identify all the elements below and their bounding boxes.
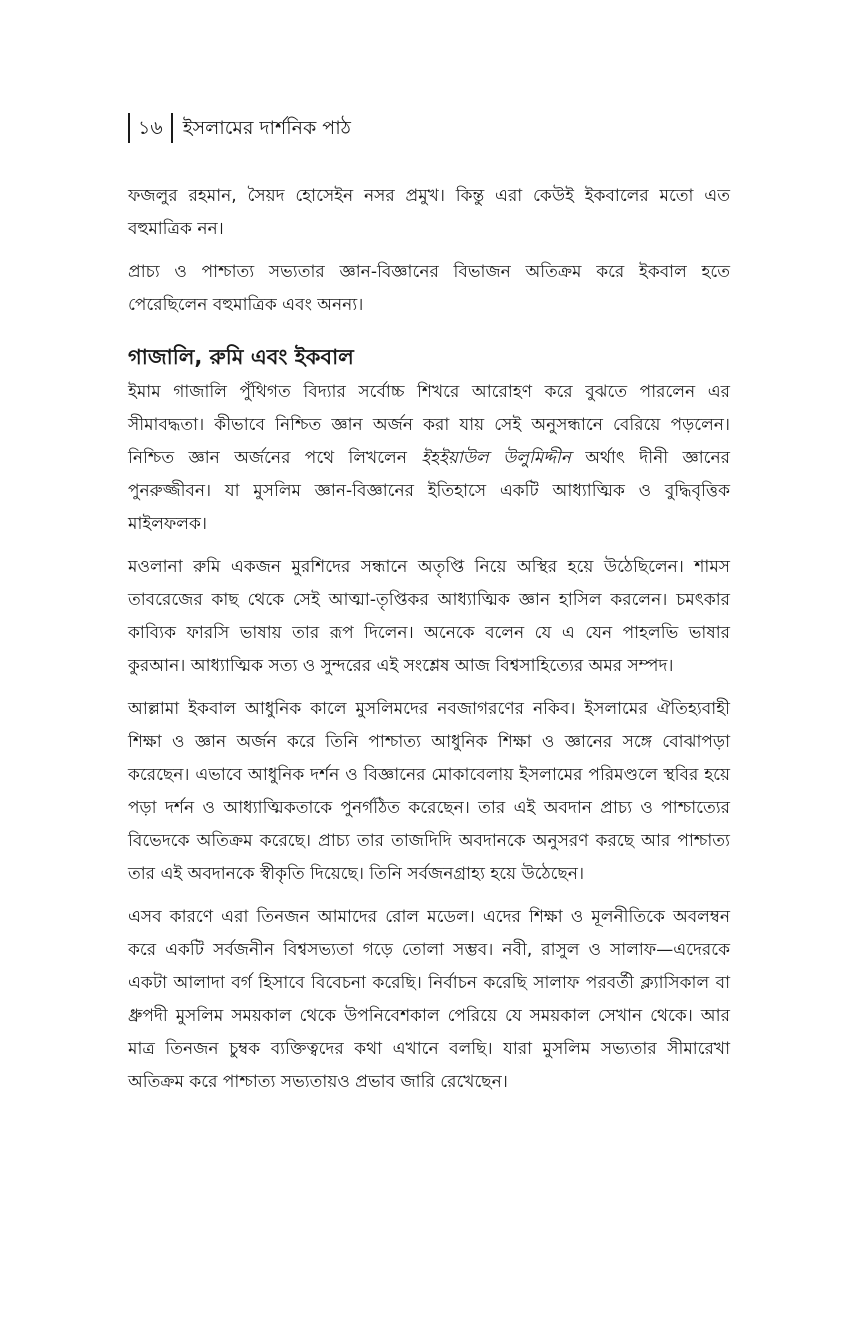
section-heading: গাজালি, রুমি এবং ইকবাল [128, 345, 354, 369]
book-page [128, 108, 730, 1109]
paragraph: এসব কারণে এরা তিনজন আমাদের রোল মডেল। এদের শিক্ষা ও মূলনীতিকে অবলম্বন করে একটি সর্বজনীন বিশ্বসভ্যতা গড়ে তোলা সম্ভব। নবী, রাসুল ও সালাফ—এদেরকে একটা আলাদা বর্গ হিসাবে বিবেচনা করেছি। নির্বাচন করেছি সালাফ পরবর্তী ক্ল্যাসিকাল বা ধ্রুপদী মুসলিম সময়কাল থেকে উপনিবেশকাল পেরিয়ে যে সময়কাল সেখান থেকে। আর মাত্র তিনজন চুম্বক ব্যক্তিত্বদের কথা এখানে বলছি। যারা মুসলিম সভ্যতার সীমারেখা অতিক্রম করে পাশ্চাত্য সভ্যতায়ও প্রভাব জারি রেখেছেন। [128, 907, 730, 1092]
page-number: ১৬ [138, 116, 163, 139]
paragraph: আল্লামা ইকবাল আধুনিক কালে মুসলিমদের নবজাগরণের নকিব। ইসলামের ঐতিহ্যবাহী শিক্ষা ও জ্ঞান অর্জন করে তিনি পাশ্চাত্য আধুনিক শিক্ষা ও জ্ঞানের সঙ্গে বোঝাপড়া করেছেন। এভাবে আধুনিক দর্শন ও বিজ্ঞানের মোকাবেলায় ইসলামের পরিমণ্ডলে স্থবির হয়ে পড়া দর্শন ও আধ্যাত্মিকতাকে পুনর্গঠিত করেছেন। তার এই অবদান প্রাচ্য ও পাশ্চাত্যের বিভেদকে অতিক্রম করেছে। প্রাচ্য তার তাজদিদি অবদানকে অনুসরণ করছে আর পাশ্চাত্য তার এই অবদানকে স্বীকৃতি দিয়েছে। তিনি সর্বজনগ্রাহ্য হয়ে উঠেছেন। [128, 699, 730, 884]
paragraph: প্রাচ্য ও পাশ্চাত্য সভ্যতার জ্ঞান-বিজ্ঞানের বিভাজন অতিক্রম করে ইকবাল হতে পেরেছিলেন বহুমাত্রিক এবং অনন্য। [128, 262, 730, 315]
running-header [128, 108, 730, 148]
paragraph [128, 376, 730, 541]
book-name: ইহইয়াউল উলুমিদ্দীন [421, 448, 571, 468]
body-text [128, 180, 730, 1099]
paragraph-text: ইমাম গাজালি পুঁথিগত বিদ্যার সর্বোচ্চ শিখরে আরোহণ করে বুঝতে পারলেন এর সীমাবদ্ধতা। কীভাবে নিশ্চিত জ্ঞান অর্জন করা যায় সেই অনুসন্ধানে বেরিয়ে পড়লেন। নিশ্চিত জ্ঞান অর্জনের পথে লিখলেন [128, 382, 730, 468]
paragraph: মওলানা রুমি একজন মুরশিদের সন্ধানে অতৃপ্তি নিয়ে অস্থির হয়ে উঠেছিলেন। শামস তাবরেজের কাছ থেকে সেই আত্মা-তৃপ্তিকর আধ্যাত্মিক জ্ঞান হাসিল করলেন। চমৎকার কাব্যিক ফারসি ভাষায় তার রূপ দিলেন। অনেকে বলেন যে এ যেন পাহলভি ভাষার কুরআন। আধ্যাত্মিক সত্য ও সুন্দরের এই সংশ্লেষ আজ বিশ্বসাহিত্যের অমর সম্পদ। [128, 557, 730, 676]
paragraph: ফজলুর রহমান, সৈয়দ হোসেইন নসর প্রমুখ। কিন্তু এরা কেউই ইকবালের মতো এত বহুমাত্রিক নন। [128, 186, 730, 239]
paragraph-text: অর্থাৎ দীনী জ্ঞানের পুনরুজ্জীবন। যা মুসলিম জ্ঞান-বিজ্ঞানের ইতিহাসে একটি আধ্যাত্মিক ও বুদ্ধিবৃত্তিক মাইলফলক। [128, 448, 730, 534]
book-title: ইসলামের দার্শনিক পাঠ [182, 116, 351, 139]
